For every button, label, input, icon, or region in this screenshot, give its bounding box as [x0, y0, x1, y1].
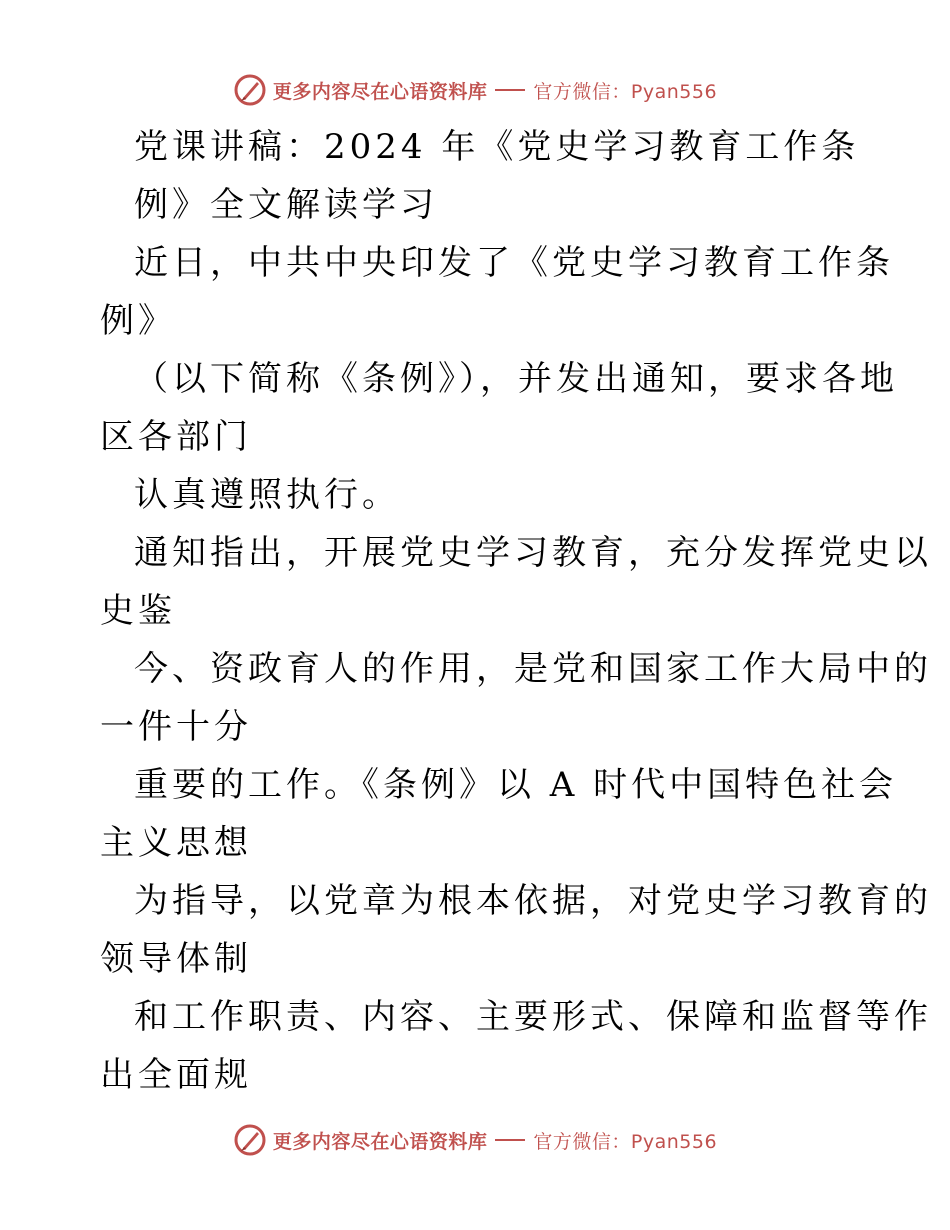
paragraph-line: 认真遵照执行。 — [134, 475, 400, 515]
paragraph-line: 和工作职责、内容、主要形式、保障和监督等作 — [134, 997, 932, 1037]
banner-wechat-text: 官方微信：Pyan556 — [533, 1130, 718, 1153]
paragraph-line: 领导体制 — [100, 939, 252, 979]
document-title-line-2: 例》全文解读学习 — [134, 185, 438, 225]
banner-site-text: 更多内容尽在心语资料库 — [272, 1130, 488, 1153]
paragraph-line: 主义思想 — [100, 823, 252, 863]
quill-pen-logo-icon — [233, 1123, 267, 1157]
paragraph-line: 出全面规 — [100, 1055, 252, 1095]
paragraph-line: 近日，中共中央印发了《党史学习教育工作条 — [134, 243, 894, 283]
banner-wechat-text: 官方微信：Pyan556 — [533, 80, 718, 103]
banner-divider — [495, 89, 525, 91]
banner-site-text: 更多内容尽在心语资料库 — [272, 80, 488, 103]
footer-banner — [0, 1120, 950, 1160]
paragraph-line: 一件十分 — [100, 707, 252, 747]
quill-pen-logo-icon — [233, 73, 267, 107]
paragraph-line: 通知指出，开展党史学习教育，充分发挥党史以 — [134, 533, 932, 573]
paragraph-line: 为指导，以党章为根本依据，对党史学习教育的 — [134, 881, 932, 921]
document-title-line-1: 党课讲稿：2024 年《党史学习教育工作条 — [134, 127, 860, 167]
header-banner — [0, 70, 950, 110]
banner-divider — [495, 1139, 525, 1141]
paragraph-line: 今、资政育人的作用，是党和国家工作大局中的 — [134, 649, 932, 689]
paragraph-line: 史鉴 — [100, 591, 176, 631]
paragraph-line: （以下简称《条例》），并发出通知，要求各地 — [134, 359, 898, 399]
paragraph-line: 例》 — [100, 301, 176, 341]
paragraph-line: 重要的工作。《条例》以 A 时代中国特色社会 — [134, 765, 898, 805]
paragraph-line: 区各部门 — [100, 417, 252, 457]
